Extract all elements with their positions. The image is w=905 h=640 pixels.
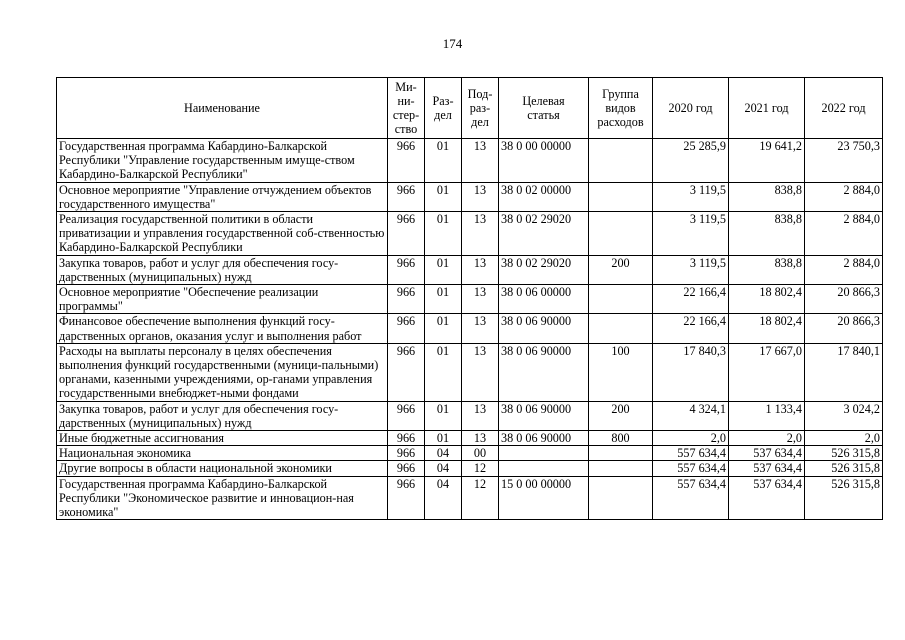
table-row [57,139,883,183]
cell-section: 01 [425,285,462,314]
table-row [57,182,883,211]
cell-2020: 3 119,5 [653,182,729,211]
cell-name: Расходы на выплаты персоналу в целях обеспечения выполнения функций государственными (муници-пальными) органами, казенными учреждениями, ор-ганами управления государственными внебюджет-ными фондами [57,343,388,401]
table-row [57,476,883,520]
cell-ministry: 966 [388,139,425,183]
cell-ministry: 966 [388,285,425,314]
header-2022: 2022 год [805,78,883,139]
cell-section: 01 [425,182,462,211]
cell-ministry: 966 [388,314,425,343]
cell-section: 04 [425,446,462,461]
cell-name: Реализация государственной политики в области приватизации и управления государственной соб-ственностью Кабардино-Балкарской Республики [57,212,388,256]
cell-expense-group [589,285,653,314]
cell-2020: 557 634,4 [653,476,729,520]
cell-2020: 3 119,5 [653,255,729,284]
cell-2021: 537 634,4 [729,476,805,520]
cell-subsection: 13 [462,401,499,430]
cell-name: Национальная экономика [57,446,388,461]
cell-subsection: 13 [462,343,499,401]
cell-subsection: 13 [462,431,499,446]
header-ministry: Ми- ни- стер- ство [388,78,425,139]
cell-2022: 526 315,8 [805,476,883,520]
cell-ministry: 966 [388,461,425,476]
cell-2021: 17 667,0 [729,343,805,401]
cell-subsection: 12 [462,476,499,520]
cell-expense-group [589,139,653,183]
cell-subsection: 13 [462,182,499,211]
cell-2020: 3 119,5 [653,212,729,256]
header-row [57,78,883,139]
cell-2022: 17 840,1 [805,343,883,401]
cell-2021: 838,8 [729,255,805,284]
cell-target: 38 0 06 90000 [499,431,589,446]
cell-ministry: 966 [388,401,425,430]
table-row [57,255,883,284]
cell-name: Иные бюджетные ассигнования [57,431,388,446]
cell-2021: 19 641,2 [729,139,805,183]
cell-2022: 2,0 [805,431,883,446]
table-row [57,285,883,314]
header-subsection: Под- раз- дел [462,78,499,139]
cell-name: Государственная программа Кабардино-Балкарской Республики "Экономическое развитие и инновацион-ная экономика" [57,476,388,520]
cell-subsection: 12 [462,461,499,476]
cell-target [499,446,589,461]
cell-ministry: 966 [388,446,425,461]
cell-expense-group: 200 [589,401,653,430]
cell-name: Другие вопросы в области национальной экономики [57,461,388,476]
cell-2020: 17 840,3 [653,343,729,401]
cell-subsection: 00 [462,446,499,461]
cell-2021: 537 634,4 [729,461,805,476]
cell-2022: 526 315,8 [805,461,883,476]
cell-2022: 2 884,0 [805,182,883,211]
cell-expense-group [589,314,653,343]
table-row [57,314,883,343]
cell-target: 38 0 00 00000 [499,139,589,183]
cell-expense-group: 100 [589,343,653,401]
table-row [57,461,883,476]
cell-name: Государственная программа Кабардино-Балкарской Республики "Управление государственным имуще-ством Кабардино-Балкарской Республики" [57,139,388,183]
budget-table [56,77,883,520]
cell-section: 01 [425,401,462,430]
cell-expense-group [589,182,653,211]
cell-2022: 20 866,3 [805,285,883,314]
cell-subsection: 13 [462,139,499,183]
cell-ministry: 966 [388,182,425,211]
cell-expense-group [589,212,653,256]
cell-2022: 20 866,3 [805,314,883,343]
cell-ministry: 966 [388,212,425,256]
cell-target: 38 0 06 90000 [499,343,589,401]
header-target: Целевая статья [499,78,589,139]
cell-ministry: 966 [388,255,425,284]
cell-section: 01 [425,431,462,446]
cell-2020: 25 285,9 [653,139,729,183]
cell-2020: 557 634,4 [653,446,729,461]
cell-section: 01 [425,343,462,401]
cell-2021: 838,8 [729,212,805,256]
cell-target: 38 0 02 29020 [499,212,589,256]
header-2021: 2021 год [729,78,805,139]
cell-subsection: 13 [462,314,499,343]
cell-2020: 557 634,4 [653,461,729,476]
cell-expense-group: 200 [589,255,653,284]
cell-2021: 2,0 [729,431,805,446]
cell-ministry: 966 [388,343,425,401]
cell-expense-group [589,446,653,461]
table-row [57,212,883,256]
cell-ministry: 966 [388,476,425,520]
cell-subsection: 13 [462,285,499,314]
cell-section: 01 [425,255,462,284]
cell-expense-group [589,461,653,476]
page-number: 174 [442,36,463,51]
cell-target: 38 0 02 29020 [499,255,589,284]
cell-name: Закупка товаров, работ и услуг для обеспечения госу-дарственных (муниципальных) нужд [57,255,388,284]
cell-target: 38 0 02 00000 [499,182,589,211]
cell-name: Основное мероприятие "Управление отчуждением объектов государственного имущества" [57,182,388,211]
cell-section: 04 [425,461,462,476]
cell-target: 38 0 06 90000 [499,401,589,430]
header-section: Раз- дел [425,78,462,139]
cell-2020: 2,0 [653,431,729,446]
cell-2022: 3 024,2 [805,401,883,430]
cell-expense-group: 800 [589,431,653,446]
cell-ministry: 966 [388,431,425,446]
cell-2021: 537 634,4 [729,446,805,461]
table-row [57,431,883,446]
cell-name: Закупка товаров, работ и услуг для обеспечения госу-дарственных (муниципальных) нужд [57,401,388,430]
cell-target: 15 0 00 00000 [499,476,589,520]
cell-section: 01 [425,212,462,256]
table-row [57,401,883,430]
table-row [57,446,883,461]
cell-2022: 526 315,8 [805,446,883,461]
cell-expense-group [589,476,653,520]
cell-section: 01 [425,314,462,343]
cell-name: Основное мероприятие "Обеспечение реализации программы" [57,285,388,314]
cell-2021: 18 802,4 [729,285,805,314]
cell-target [499,461,589,476]
header-name: Наименование [57,78,388,139]
cell-2020: 22 166,4 [653,285,729,314]
cell-target: 38 0 06 00000 [499,285,589,314]
cell-2020: 4 324,1 [653,401,729,430]
header-expense-group: Группа видов расходов [589,78,653,139]
cell-section: 01 [425,139,462,183]
cell-section: 04 [425,476,462,520]
cell-2022: 2 884,0 [805,255,883,284]
header-2020: 2020 год [653,78,729,139]
cell-2021: 1 133,4 [729,401,805,430]
cell-2022: 2 884,0 [805,212,883,256]
cell-name: Финансовое обеспечение выполнения функций госу-дарственных органов, оказания услуг и выполнения работ [57,314,388,343]
cell-target: 38 0 06 90000 [499,314,589,343]
table-row [57,343,883,401]
cell-2020: 22 166,4 [653,314,729,343]
cell-2022: 23 750,3 [805,139,883,183]
cell-2021: 18 802,4 [729,314,805,343]
cell-subsection: 13 [462,255,499,284]
cell-subsection: 13 [462,212,499,256]
cell-2021: 838,8 [729,182,805,211]
